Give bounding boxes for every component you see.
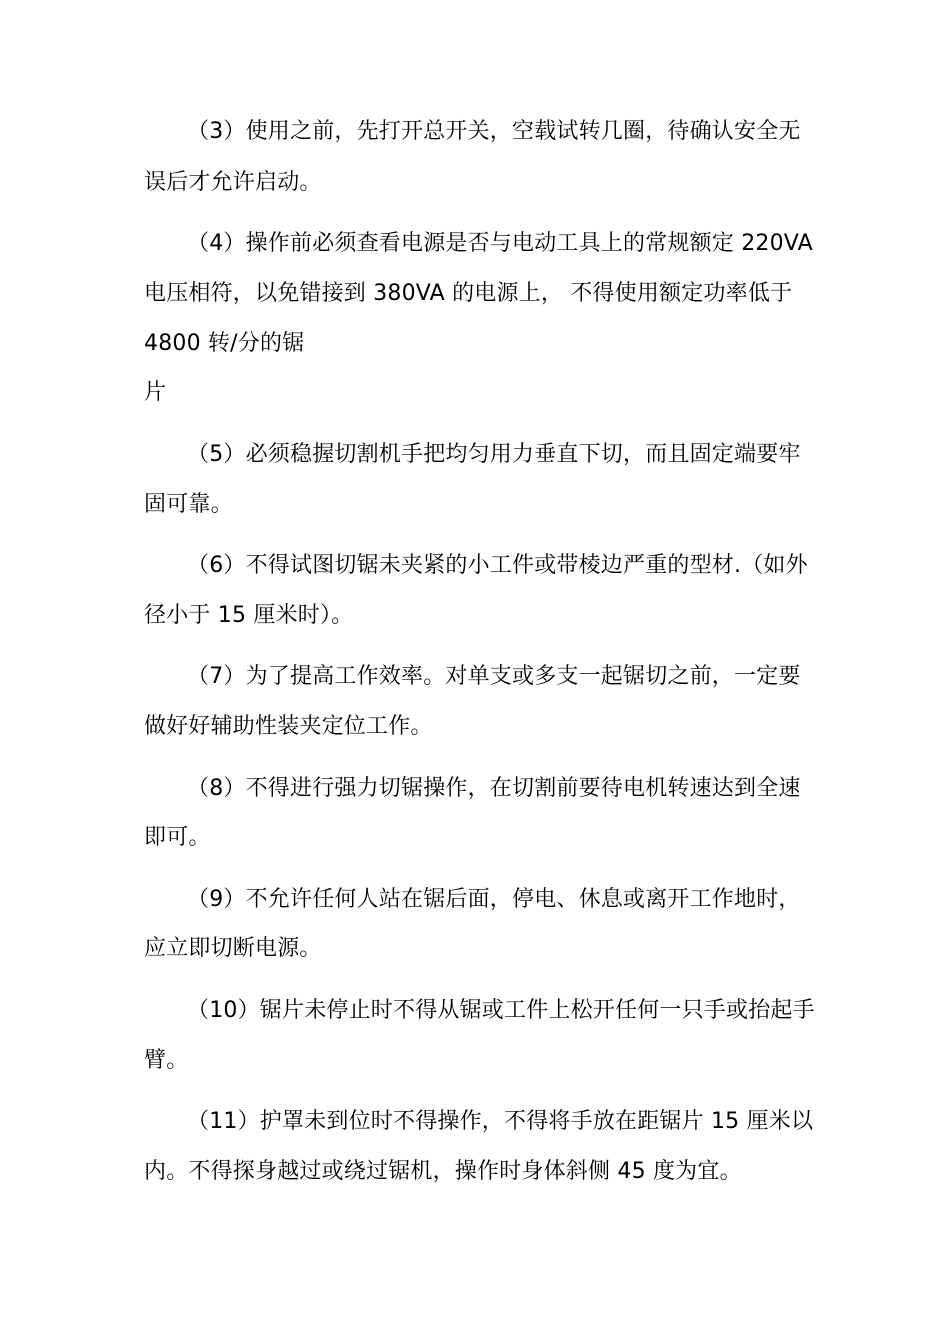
paragraph-5-line-1: （5）必须稳握切割机手把均匀用力垂直下切，而且固定端要牢 — [187, 442, 801, 467]
paragraph-4-line-4: 片 — [144, 380, 167, 405]
paragraph-3-line-1: （3）使用之前，先打开总开关，空载试转几圈，待确认安全无 — [187, 119, 801, 144]
paragraph-8-line-1: （8）不得进行强力切锯操作，在切割前要待电机转速达到全速 — [187, 776, 801, 801]
paragraph-5-line-2: 固可靠。 — [144, 492, 233, 517]
paragraph-4-line-3: 4800 转/分的锯 — [144, 331, 305, 356]
paragraph-11-line-2: 内。不得探身越过或绕过锯机，操作时身体斜侧 45 度为宜。 — [144, 1159, 742, 1184]
paragraph-8-line-2: 即可。 — [144, 825, 211, 850]
paragraph-10-line-2: 臂。 — [144, 1048, 189, 1073]
paragraph-11-line-1: （11）护罩未到位时不得操作，不得将手放在距锯片 15 厘米以 — [187, 1109, 814, 1134]
paragraph-3-line-2: 误后才允许启动。 — [144, 170, 322, 195]
paragraph-9-line-1: （9）不允许任何人站在锯后面，停电、休息或离开工作地时， — [187, 887, 801, 912]
paragraph-6-line-2: 径小于 15 厘米时）。 — [144, 603, 354, 628]
paragraph-6-line-1: （6）不得试图切锯未夹紧的小工件或带棱边严重的型材.（如外 — [187, 553, 808, 578]
paragraph-4-line-2: 电压相符，以免错接到 380VA 的电源上， 不得使用额定功率低于 — [144, 281, 793, 306]
paragraph-7-line-2: 做好好辅助性装夹定位工作。 — [144, 714, 433, 739]
paragraph-4-line-1: （4）操作前必须查看电源是否与电动工具上的常规额定 220VA — [187, 231, 813, 256]
paragraph-7-line-1: （7）为了提高工作效率。对单支或多支一起锯切之前，一定要 — [187, 664, 801, 689]
paragraph-9-line-2: 应立即切断电源。 — [144, 936, 322, 961]
paragraph-10-line-1: （10）锯片未停止时不得从锯或工件上松开任何一只手或抬起手 — [187, 998, 815, 1023]
